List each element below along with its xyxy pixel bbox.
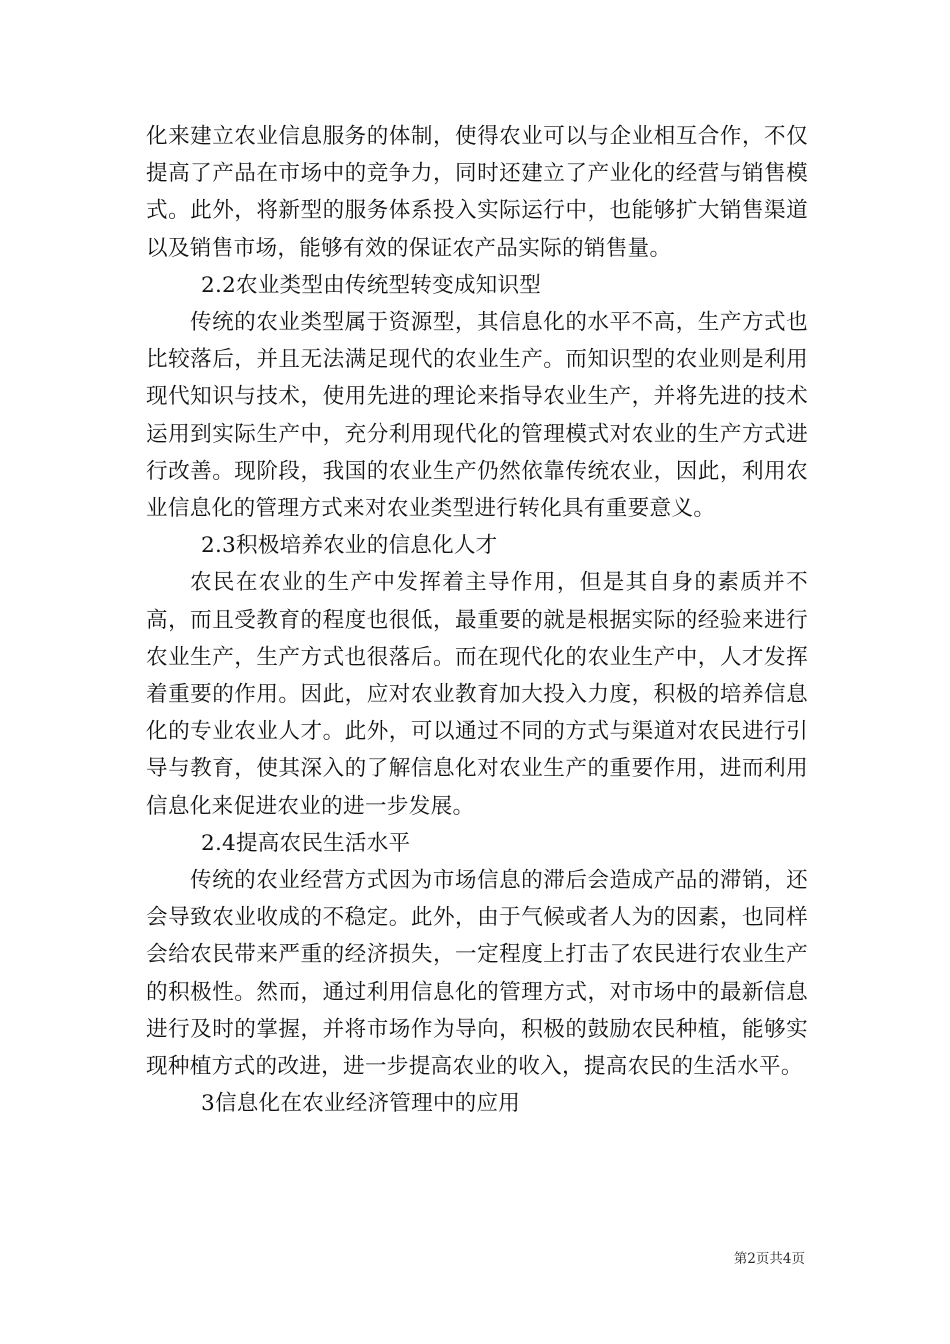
section-heading-2-3: 2.3积极培养农业的信息化人才	[201, 533, 498, 559]
section-heading-3: 3信息化在农业经济管理中的应用	[201, 1091, 521, 1117]
paragraph-farmer-living: 传统的农业经营方式因为市场信息的滞后会造成产品的滞销，还会导致农业收成的不稳定。此外，由于气候或者人为的因素，也同样会给农民带来严重的经济损失，一定程度上打击了农民进行农业生产的积极性。然而，通过利用信息化的管理方式，对市场中的最新信息进行及时的掌握，并将市场作为导向，积极的鼓励农民种植，能够实现种植方式的改进，进一步提高农业的收入，提高农民的生活水平。	[146, 868, 808, 1080]
document-body	[146, 118, 808, 1122]
paragraph-continued: 化来建立农业信息服务的体制，使得农业可以与企业相互合作，不仅提高了产品在市场中的竞争力，同时还建立了产业化的经营与销售模式。此外，将新型的服务体系投入实际运行中，也能够扩大销售渠道以及销售市场，能够有效的保证农产品实际的销售量。	[146, 124, 808, 261]
paragraph-talent-training: 农民在农业的生产中发挥着主导作用，但是其自身的素质并不高，而且受教育的程度也很低，最重要的就是根据实际的经验来进行农业生产，生产方式也很落后。而在现代化的农业生产中，人才发挥着重要的作用。因此，应对农业教育加大投入力度，积极的培养信息化的专业农业人才。此外，可以通过不同的方式与渠道对农民进行引导与教育，使其深入的了解信息化对农业生产的重要作用，进而利用信息化来促进农业的进一步发展。	[146, 570, 808, 819]
page-number-footer: 第2页共4页	[733, 1251, 805, 1267]
paragraph-knowledge-agriculture: 传统的农业类型属于资源型，其信息化的水平不高，生产方式也比较落后，并且无法满足现代的农业生产。而知识型的农业则是利用现代知识与技术，使用先进的理论来指导农业生产，并将先进的技术运用到实际生产中，充分利用现代化的管理模式对农业的生产方式进行改善。现阶段，我国的农业生产仍然依靠传统农业，因此，利用农业信息化的管理方式来对农业类型进行转化具有重要意义。	[146, 310, 808, 522]
section-heading-2-2: 2.2农业类型由传统型转变成知识型	[201, 272, 542, 298]
section-heading-2-4: 2.4提高农民生活水平	[201, 830, 411, 856]
